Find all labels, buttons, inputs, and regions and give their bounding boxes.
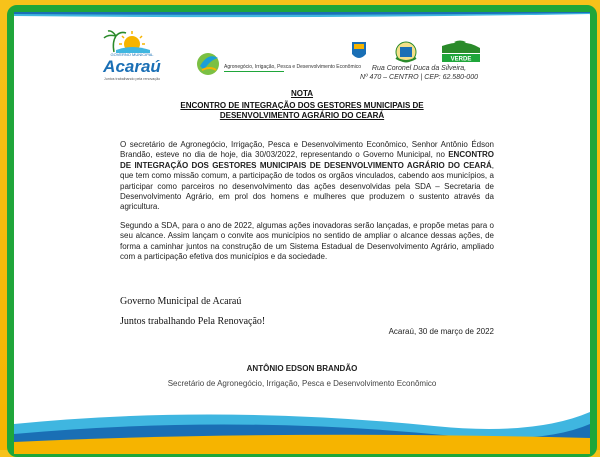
- footer-waves: [14, 384, 590, 454]
- address-line-2: Nº 470 – CENTRO | CEP: 62.580-000: [360, 74, 478, 81]
- document-body: [120, 140, 494, 270]
- closing-line-2: Juntos trabalhando Pela Renovação!: [120, 316, 266, 327]
- signer-role: Secretário de Agronegócio, Irrigação, Pesca e Desenvolvimento Econômico: [167, 379, 437, 388]
- signer-name: ANTÔNIO EDSON BRANDÃO: [246, 364, 358, 373]
- leaf-icon: [197, 53, 219, 75]
- logo-tagline: Juntos trabalhando pela renovação: [103, 77, 161, 81]
- heading-line-1: ENCONTRO DE INTEGRAÇÃO DOS GESTORES MUNICIPAIS DE: [180, 101, 424, 110]
- acarau-logo: [84, 28, 180, 86]
- paragraph-1-bold: ENCONTRO DE INTEGRAÇÃO DOS GESTORES MUNICIPAIS DE DESENVOLVIMENTO AGRÁRIO DO CEARÁ: [120, 150, 494, 170]
- secretaria-logo: [194, 46, 362, 82]
- top-stripe: [14, 12, 590, 20]
- paragraph-1: [120, 140, 494, 213]
- address-line-1: Rua Coronel Duca da Silveira,: [371, 65, 467, 72]
- coat-of-arms-icon: [396, 42, 416, 62]
- logo-sub: GOVERNO MUNICIPAL: [110, 52, 154, 57]
- paragraph-1-text-c: , que tem como missão comum, a participação de todos os orgãos vinculados, cabendo aos municípios, a participar como parceiros no desenvolvimento das ações desenvolvidas pela SDA – Secretaria de Desenvolvimento Agrário, em prol dos homens e mulheres que produzem o sustento através da agricultura.: [120, 160, 494, 212]
- verde-text: VERDE: [450, 56, 472, 63]
- document-frame: [7, 5, 597, 457]
- secretaria-title: Agronegócio, Irrigação, Pesca e Desenvolvimento Econômico: [224, 64, 362, 70]
- heading-line-2: DESENVOLVIMENTO AGRÁRIO DO CEARÁ: [219, 111, 385, 120]
- paragraph-2: Segundo a SDA, para o ano de 2022, algumas ações inovadoras serão lançadas, e propõe metas para o seu alcance. Assim lançam o convite aos municípios no sentido de ampliar o alcance dessas ações, de forma a caminhar juntos na construção de um Sistema Estadual de Desenvolvimento Agrário, ampliado com a participação efetiva dos municípios e da sociedade.: [120, 220, 494, 262]
- document-heading: [144, 101, 460, 121]
- nota-label: NOTA: [290, 89, 314, 98]
- paragraph-1-text-a: O secretário de Agronegócio, Irrigação, Pesca e Desenvolvimento Econômico, Senhor Antônio Édson Brandão, esteve no dia de hoje, dia 30/03/2022, representando o Governo Municipal, no: [120, 140, 494, 160]
- shield-icon: [352, 42, 366, 58]
- address: [344, 64, 494, 82]
- letterhead: [14, 12, 590, 92]
- verde-logo: [442, 41, 480, 63]
- logo-wordmark: Acaraú: [103, 57, 161, 76]
- closing-line-1: Governo Municipal de Acaraú: [120, 296, 242, 307]
- partner-logos: [346, 40, 486, 64]
- document-date: Acaraú, 30 de março de 2022: [388, 327, 494, 336]
